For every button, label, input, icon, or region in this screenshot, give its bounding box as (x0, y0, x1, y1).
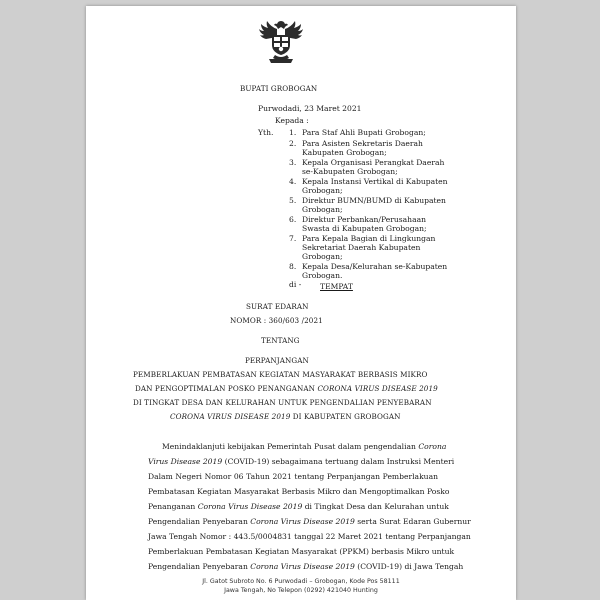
body-line: Pemberlakuan Pembatasan Kegiatan Masyarakat (PPKM) berbasis Mikro untuk (148, 547, 455, 556)
footer-address: Jl. Gatot Subroto No. 6 Purwodadi – Grobogan, Kode Pos 58111 (202, 578, 400, 585)
kepada-label: Kepada : (275, 116, 309, 125)
recipient-item: Para Kepala Bagian di Lingkungan Sekretariat Daerah Kabupaten Grobogan; (302, 234, 436, 261)
recipient-item: Kepala Organisasi Perangkat Daerah se-Kabupaten Grobogan; (302, 158, 445, 176)
regent-title: BUPATI GROBOGAN (240, 84, 318, 93)
place-date: Purwodadi, 23 Maret 2021 (258, 104, 362, 113)
nomor-line: NOMOR : 360/603 /2021 (230, 316, 323, 325)
tempat-label: TEMPAT (320, 282, 353, 291)
recipient-item: Para Asisten Sekretaris Daerah Kabupaten Grobogan; (302, 139, 423, 157)
subject-line: PEMBERLAKUAN PEMBATASAN KEGIATAN MASYARAKAT BERBASIS MIKRO (133, 370, 428, 379)
recipient-number: 7. (289, 234, 297, 243)
surat-edaran-title: SURAT EDARAN (246, 302, 309, 311)
recipient-item: Kepala Desa/Kelurahan se-Kabupaten Grobogan. (302, 262, 448, 280)
recipient-number: 5. (289, 196, 297, 205)
recipient-number: 8. (289, 262, 297, 271)
tentang-label: TENTANG (261, 336, 300, 345)
body-line: Pengendalian Penyebaran Corona Virus Disease 2019 serta Surat Edaran Gubernur (148, 517, 471, 526)
recipient-number: 2. (289, 139, 297, 148)
recipient-item: Direktur BUMN/BUMD di Kabupaten Grobogan; (302, 196, 446, 214)
recipient-item: Direktur Perbankan/Perusahaan Swasta di Kabupaten Grobogan; (302, 215, 427, 233)
recipient-number: 3. (289, 158, 297, 167)
body-line: Pembatasan Kegiatan Masyarakat Berbasis Mikro dan Mengoptimalkan Posko (148, 487, 450, 496)
recipient-item: Kepala Instansi Vertikal di Kabupaten Grobogan; (302, 177, 448, 195)
subject-line: CORONA VIRUS DISEASE 2019 DI KABUPATEN GROBOGAN (170, 412, 401, 421)
garuda-emblem-icon (253, 18, 309, 68)
recipient-item: Para Staf Ahli Bupati Grobogan; (302, 128, 426, 137)
subject-line: DAN PENGOPTIMALAN POSKO PENANGANAN CORONA VIRUS DISEASE 2019 (135, 384, 438, 393)
subject-line: DI TINGKAT DESA DAN KELURAHAN UNTUK PENGENDALIAN PENYEBARAN (133, 398, 432, 407)
recipient-number: 1. (289, 128, 297, 137)
body-line: Virus Disease 2019 (COVID-19) sebagaimana tertuang dalam Instruksi Menteri (148, 457, 455, 466)
recipient-number: 4. (289, 177, 297, 186)
body-line: Pengendalian Penyebaran Corona Virus Disease 2019 (COVID-19) di Jawa Tengah (148, 562, 464, 571)
body-line: Dalam Negeri Nomor 06 Tahun 2021 tentang Perpanjangan Pemberlakuan (148, 472, 438, 481)
body-line: Menindaklanjuti kebijakan Pemerintah Pusat dalam pengendalian Corona (162, 442, 447, 451)
di-label: di - (289, 280, 302, 289)
recipient-number: 6. (289, 215, 297, 224)
footer-phone: Jawa Tengah, No Telepon (0292) 421040 Hunting (224, 587, 378, 594)
body-line: Penanganan Corona Virus Disease 2019 di Tingkat Desa dan Kelurahan untuk (148, 502, 449, 511)
body-line: Jawa Tengah Nomor : 443.5/0004831 tanggal 22 Maret 2021 tentang Perpanjangan (148, 532, 471, 541)
subject-line: PERPANJANGAN (245, 356, 309, 365)
yth-label: Yth. (258, 128, 274, 137)
